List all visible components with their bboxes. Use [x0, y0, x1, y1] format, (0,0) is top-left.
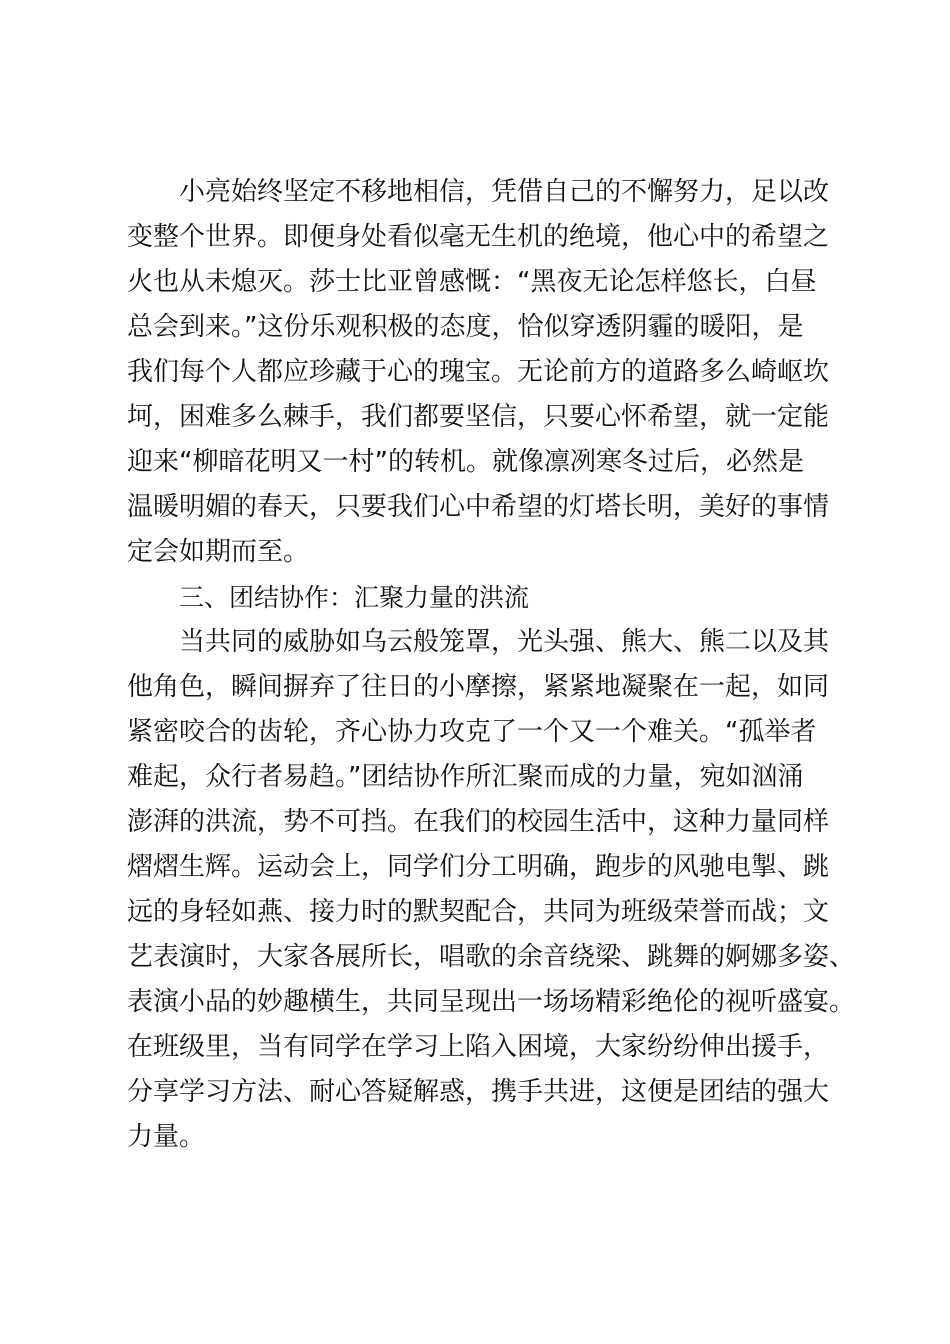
text-line: 力量。 [127, 1122, 206, 1152]
text-line: 澎湃的洪流，势不可挡。在我们的校园生活中，这种力量同样 [127, 807, 830, 837]
text-line: 火也从未熄灭。莎士比亚曾感慨：“黑夜无论怎样悠长，白昼 [127, 267, 817, 297]
text-line: 难起，众行者易趋。”团结协作所汇聚而成的力量，宛如汹涌 [127, 762, 804, 792]
document-body [127, 170, 856, 1160]
paragraph-hope [127, 170, 847, 575]
text-line: 总会到来。”这份乐观积极的态度，恰似穿透阴霾的暖阳，是 [127, 312, 804, 342]
text-line: 紧密咬合的齿轮，齐心协力攻克了一个又一个难关。“孤举者 [127, 717, 817, 747]
section-heading-paragraph [127, 575, 847, 620]
text-line: 艺表演时，大家各展所长，唱歌的余音绕梁、跳舞的婀娜多姿、 [127, 942, 856, 972]
section-heading: 三、团结协作：汇聚力量的洪流 [179, 583, 530, 612]
text-line: 定会如期而至。 [127, 537, 310, 567]
text-line: 坷，困难多么棘手，我们都要坚信，只要心怀希望，就一定能 [127, 402, 830, 432]
text-line: 分享学习方法、耐心答疑解惑，携手共进，这便是团结的强大 [127, 1077, 830, 1107]
text-line: 迎来“柳暗花明又一村”的转机。就像凛冽寒冬过后，必然是 [127, 447, 804, 477]
text-line: 熠熠生辉。运动会上，同学们分工明确，跑步的风驰电掣、跳 [127, 852, 830, 882]
text-line: 当共同的威胁如乌云般笼罩，光头强、熊大、熊二以及其 [179, 627, 830, 657]
paragraph-teamwork [127, 620, 856, 1160]
text-line: 温暖明媚的春天，只要我们心中希望的灯塔长明，美好的事情 [127, 492, 830, 522]
text-line: 小亮始终坚定不移地相信，凭借自己的不懈努力，足以改 [179, 177, 830, 207]
text-line: 我们每个人都应珍藏于心的瑰宝。无论前方的道路多么崎岖坎 [127, 357, 830, 387]
text-line: 他角色，瞬间摒弃了往日的小摩擦，紧紧地凝聚在一起，如同 [127, 672, 830, 702]
text-line: 变整个世界。即便身处看似毫无生机的绝境，他心中的希望之 [127, 222, 830, 252]
text-line: 远的身轻如燕、接力时的默契配合，共同为班级荣誉而战；文 [127, 897, 830, 927]
text-line: 表演小品的妙趣横生，共同呈现出一场场精彩绝伦的视听盛宴。 [127, 987, 856, 1017]
text-line: 在班级里，当有同学在学习上陷入困境，大家纷纷伸出援手， [127, 1032, 830, 1062]
